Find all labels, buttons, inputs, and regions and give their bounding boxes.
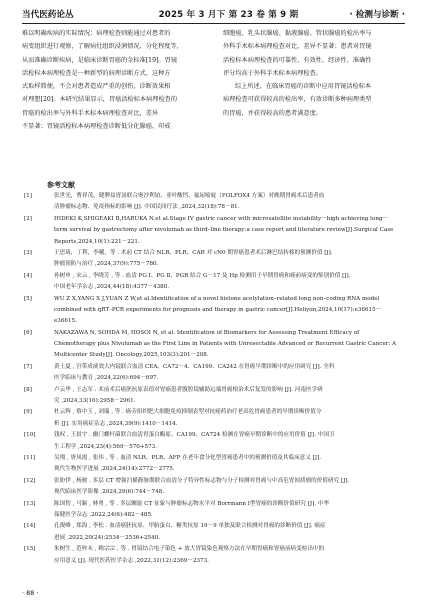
- reference-number: [8]: [24, 386, 32, 393]
- reference-line: 张盼伊 , 杨骏 . 多层 CT 增强扫描静脉期联合血清分子特异性标志物与分子检测对胃癌与中高危胃间质瘤的价值研究 [J].: [54, 477, 350, 484]
- reference-line: combined with qRT–PCR experiments for prognosis and therapy in gastric cancer[J].Heliyon,2024,10(17):e36615－: [54, 306, 382, 313]
- reference-line: 生工程学 ,2024,23(4):569－570+573.: [54, 443, 157, 450]
- reference-number: [3]: [24, 249, 32, 256]
- reference-line: 黄土夏 , 宫带成痰效大内镜联合血清 CEA、CA72－4、CA199、CA242 在胃癌早期诊断中的应用研究 [J]. 全科: [54, 363, 335, 370]
- reference-line: 陈国智 , 马颖 , 林勇 , 等 . 多层螺旋 CT 征象与肿瘤标志物水平对 Borrmann Ⅰ型胃癌的诊断价值研究 [J]. 中华: [54, 500, 330, 507]
- reference-item: [22, 271, 405, 294]
- section-label: · 检测与诊断 ·: [349, 10, 405, 20]
- reference-text: [54, 214, 405, 248]
- reference-text: [54, 191, 405, 214]
- reference-line: 杜云辉 , 蔡中玉 , 刘瑞 , 等 . 癌旁组织肥大细胞免疫抑制表型对抗癌药治疗老高危胃癌患者的早期诊断价值分: [54, 409, 322, 416]
- reference-line: HIDEKI K,SHIGEAKI B,HARUKA N,et al.Stage IV gastric cancer with microsatellite instability－high achieving long－: [54, 215, 389, 222]
- references-list: [22, 191, 405, 567]
- reference-line: 析 [J]. 实用癌症杂志 ,2024,39(9):1410－1414.: [54, 420, 178, 427]
- reference-line: 吴翔 , 唐凤霞 , 张伟 , 等 . 血清 NLR、PLR、AFP 在老年食分化型胃癌患者中的预测价值及其临床意义 [J].: [54, 454, 322, 461]
- reference-line: 中国老年学杂志 ,2024,44(18):4377－4380.: [54, 284, 170, 291]
- reference-item: [22, 453, 405, 476]
- right-body-line: 活检标本病理检查的可靠性、有效性、经济性、准确性: [223, 56, 372, 64]
- running-header: [22, 6, 405, 22]
- left-body-line: 式取样简便，不会对患者造成严重的创伤，诊断效果相: [22, 83, 171, 91]
- reference-number: [15]: [24, 546, 36, 553]
- reference-line: Chemotherapy plus Nivolumab as the First Line in Patients with Unresectable Advanced or Recurrent Gastric Cancer: A: [54, 341, 397, 348]
- right-body-line: 评分均高于外科手术标本病理检查。: [223, 69, 322, 77]
- issue-info: 2025 年 3 月下 第 23 卷 第 9 期: [158, 10, 299, 20]
- page-number: · 88 ·: [22, 589, 39, 597]
- left-body-line: 难以明确疾病的实际情况；病理检查则能通过对患者的: [22, 30, 171, 37]
- reference-line: 肿瘤预防与治疗 ,2024,37(9):775－780.: [54, 261, 159, 268]
- reference-line: 孙树申 , 宋云 , 李晓芳 , 等 . 血清 PG Ⅰ、PG Ⅱ、PGR 结合 G－17 及 Hp 检测用于早期胃癌和癌前病变的鉴别价值 [J].: [54, 272, 351, 279]
- reference-text: [54, 499, 405, 522]
- reference-text: [54, 407, 405, 430]
- reference-line: Reports,2024,10(1):221－221.: [54, 238, 140, 245]
- reference-line: 究 ,2024,33(16):2958－2961.: [54, 398, 136, 405]
- journal-name: 当代医药论丛: [22, 10, 74, 20]
- reference-number: [10]: [24, 432, 36, 439]
- right-body-line: 外科手术标本病理检查对比，差异不显著；患者对胃镜: [223, 43, 372, 51]
- left-body-line: 从而准确诊断疾病，是临床诊断胃癌的金标准[19]。胃镜: [22, 56, 178, 64]
- left-body-line: 活检标本病理检查是一种新型的病理诊断方式，这种方: [22, 69, 171, 77]
- left-body-line: 不显著；胃镜活检标本病理检查诊断低分化腺癌、印戒: [22, 123, 171, 131]
- reference-number: [7]: [24, 363, 32, 370]
- reference-line: 王思琦，丁利，李曦，等 . 术前 CT 结合 NLR、PLR、CAR 对 cN0 期胃癌患者术后淋巴结转移的预测价值 [J].: [54, 249, 333, 256]
- reference-item: [22, 362, 405, 385]
- reference-line: 现代生物医学进展 ,2024,24(14):2772－2775.: [54, 466, 175, 473]
- reference-line: 保健医学杂志 ,2022,24(6):482－485.: [54, 511, 153, 518]
- reference-item: [22, 476, 405, 499]
- reference-item: [22, 521, 405, 544]
- reference-line: 张世光，曹祥茂，健脾益胃汤联合奥沙利铂、亚叶酸钙、氟尿嘧啶（FOLFOX4 方案）对晚期胃癌术后患者血: [54, 193, 325, 199]
- reference-text: [54, 430, 405, 453]
- reference-item: [22, 385, 405, 408]
- reference-number: [1]: [24, 193, 32, 199]
- reference-line: NAKAZAWA N, SOHDA M, HOSOI N, et al. Identification of Biomarkers for Assessing Treatment Efficacy of: [54, 329, 360, 336]
- left-body-line: 胃癌的检出率与外科手术标本病理检查对比，差异: [22, 109, 159, 117]
- reference-number: [4]: [24, 272, 32, 279]
- reference-text: [54, 453, 405, 476]
- reference-line: 孔俊峰 , 郑海 , 李松 . 血清癌胚抗原、甲胎蛋白、糖类抗原 19－9 单独及联合检测对胃癌的诊断价值 [J]. 癌症: [54, 523, 326, 530]
- reference-line: 应用意义 [J]. 现代医药医学杂志 ,2022,31(12):2369－2373.: [54, 557, 209, 564]
- reference-number: [12]: [24, 477, 36, 484]
- reference-number: [5]: [24, 295, 32, 302]
- reference-item: [22, 294, 405, 328]
- reference-number: [2]: [24, 215, 32, 222]
- right-body-line: 综上所述，在临床胃癌的诊断中应用胃镜活检标本: [235, 83, 372, 91]
- reference-line: 现代临床医学影像 ,2024,29(6):744－748.: [54, 489, 164, 496]
- reference-line: term survival by gastrectomy after nivolumab as third–line therapy:a case report and literature review[J].Surgical Case: [54, 227, 394, 234]
- reference-text: [54, 328, 405, 362]
- right-body-line: 病理检查可获得较高的检出率，有效诊断多种病理类型: [223, 96, 372, 104]
- right-body-line: 细胞癌、乳头状腺癌、黏液腺癌、管状腺癌的检出率与: [223, 30, 372, 37]
- references-title: 参考文献: [47, 181, 75, 189]
- reference-line: 钱权 , 王晨宇 . 幽门螺杆菌联合血清胃蛋白酶原、CA199、CA724 检测在胃癌早期诊断中的应用价值 [J]. 中国卫: [54, 432, 335, 439]
- reference-text: [54, 544, 405, 567]
- reference-number: [14]: [24, 523, 36, 530]
- reference-line: 进展 ,2022,20(24):2534－2536+2540.: [54, 534, 161, 541]
- left-body-line: 病变组织进行观察，了解病灶组织浸润情况、分化程度等，: [22, 43, 183, 51]
- body-column-right: [223, 27, 413, 120]
- right-body-line: 的胃癌，并获得较高的患者满意度。: [223, 109, 322, 117]
- reference-line: Multicenter Study[J]. Oncology,2025,103(3):201－208.: [54, 352, 209, 359]
- reference-number: [6]: [24, 329, 32, 336]
- reference-item: [22, 328, 405, 362]
- reference-line: 卢云华 , 王志军 . 术前术后癌胚抗原表值对胃癌患者腹腔镜辅助远端胃癌根治术后复发的影响 [J]. 河南医学研: [54, 386, 323, 393]
- reference-text: [54, 271, 405, 294]
- reference-item: [22, 544, 405, 567]
- reference-number: [13]: [24, 500, 36, 507]
- reference-text: [54, 248, 405, 271]
- reference-item: [22, 499, 405, 522]
- reference-text: [54, 385, 405, 408]
- reference-number: [11]: [24, 454, 36, 461]
- reference-line: e36615.: [54, 318, 77, 325]
- reference-item: [22, 407, 405, 430]
- reference-text: [54, 476, 405, 499]
- left-body-line: 对理想[20]。本研究结果显示，胃癌活检标本病理检查的: [22, 96, 178, 104]
- body-column-left: [22, 27, 212, 133]
- reference-text: [54, 521, 405, 544]
- reference-item: [22, 430, 405, 453]
- reference-item: [22, 191, 405, 214]
- reference-item: [22, 248, 405, 271]
- reference-line: 清肿瘤标志物、免疫指标的影响 [J]. 中国民间疗法 ,2024,32(18):78－81.: [54, 204, 240, 211]
- reference-item: [22, 214, 405, 248]
- reference-line: 医学临床与教育 ,2024,22(6):694－697.: [54, 375, 159, 382]
- reference-text: [54, 362, 405, 385]
- header-rule: [22, 23, 405, 24]
- reference-line: 朱树生 , 范梓未 , 赖宗宗 , 等 . 胃镜结合电子染色 + 放大胃镜染色观察方法在早期胃癌和胃癌前病变检出中的: [54, 546, 325, 553]
- reference-text: [54, 294, 405, 328]
- reference-number: [9]: [24, 409, 32, 416]
- reference-line: WU Z X,YANG X J,YUAN Z W,et al.Identification of a novel histone acetylation–related long non–coding RNA model: [54, 295, 380, 302]
